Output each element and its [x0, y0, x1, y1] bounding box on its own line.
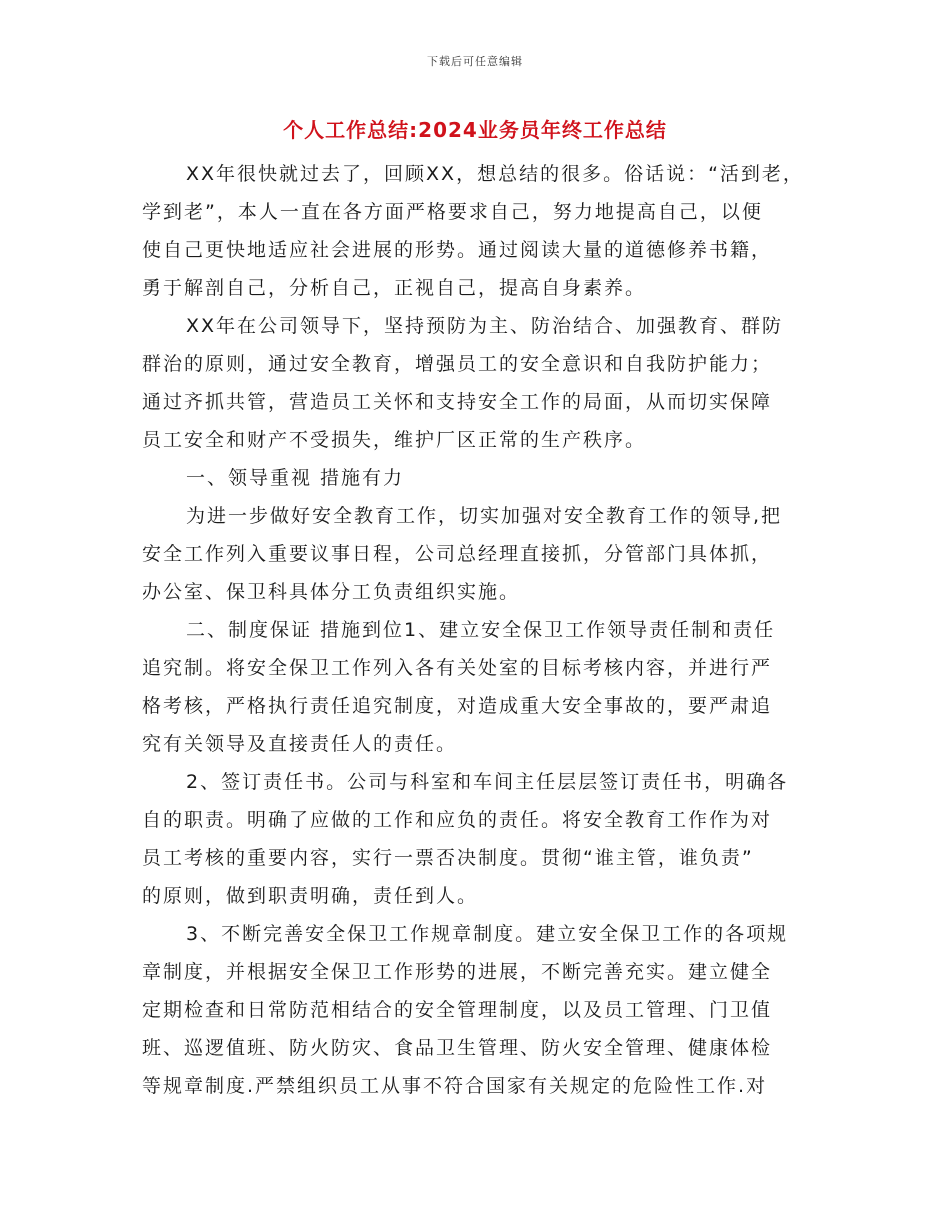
text-line: 员工安全和财产不受损失，维护厂区正常的生产秩序。 — [142, 429, 647, 451]
text-line: 群治的原则，通过安全教育，增强员工的安全意识和自我防护能力； — [142, 353, 773, 375]
text-line: 员工考核的重要内容，实行一票否决制度。贯彻“谁主管，谁负责” — [142, 847, 754, 869]
text-line: 的原则，做到职责明确，责任到人。 — [142, 885, 479, 907]
text-line: 自的职责。明确了应做的工作和应负的责任。将安全教育工作作为对 — [142, 809, 773, 831]
document-body — [142, 155, 810, 1105]
paragraph — [142, 611, 810, 763]
document-title: 个人工作总结:2024业务员年终工作总结 — [283, 118, 667, 142]
text-line: 班、巡逻值班、防火防灾、食品卫生管理、防火安全管理、健康体检 — [142, 1037, 773, 1059]
paragraph — [142, 497, 810, 611]
header-note: 下载后可任意编辑 — [427, 55, 523, 68]
text-line: 等规章制度.严禁组织员工从事不符合国家有关规定的危险性工作.对 — [142, 1075, 768, 1097]
text-line: 章制度，并根据安全保卫工作形势的进展，不断完善充实。建立健全 — [142, 961, 773, 983]
text-line: 勇于解剖自己，分析自己，正视自己，提高自身素养。 — [142, 277, 647, 299]
text-line: XX年很快就过去了，回顾XX，想总结的很多。俗话说：“活到老， — [186, 163, 804, 185]
text-line: 为进一步做好安全教育工作，切实加强对安全教育工作的领导,把 — [186, 505, 783, 527]
text-line: 办公室、保卫科具体分工负责组织实施。 — [142, 581, 521, 603]
section-heading — [142, 459, 810, 497]
paragraph — [142, 307, 810, 459]
text-line: 2、签订责任书。公司与科室和车间主任层层签订责任书，明确各 — [186, 771, 789, 793]
text-line: 定期检查和日常防范相结合的安全管理制度，以及员工管理、门卫值 — [142, 999, 773, 1021]
paragraph — [142, 915, 810, 1105]
text-line: 通过齐抓共管，营造员工关怀和支持安全工作的局面，从而切实保障 — [142, 391, 773, 413]
text-line: 二、制度保证 措施到位1、建立安全保卫工作领导责任制和责任 — [186, 619, 776, 641]
paragraph — [142, 155, 810, 307]
text-line: 究有关领导及直接责任人的责任。 — [142, 733, 458, 755]
text-line: XX年在公司领导下，坚持预防为主、防治结合、加强教育、群防 — [186, 315, 784, 337]
text-line: 使自己更快地适应社会进展的形势。通过阅读大量的道德修养书籍， — [142, 239, 773, 261]
text-line: 安全工作列入重要议事日程，公司总经理直接抓，分管部门具体抓， — [142, 543, 773, 565]
text-line: 追究制。将安全保卫工作列入各有关处室的目标考核内容，并进行严 — [142, 657, 773, 679]
text-line: 一、领导重视 措施有力 — [186, 467, 405, 489]
text-line: 3、不断完善安全保卫工作规章制度。建立安全保卫工作的各项规 — [186, 923, 789, 945]
text-line: 学到老”，本人一直在各方面严格要求自己，努力地提高自己，以便 — [142, 201, 763, 223]
text-line: 格考核，严格执行责任追究制度，对造成重大安全事故的，要严肃追 — [142, 695, 773, 717]
paragraph — [142, 763, 810, 915]
